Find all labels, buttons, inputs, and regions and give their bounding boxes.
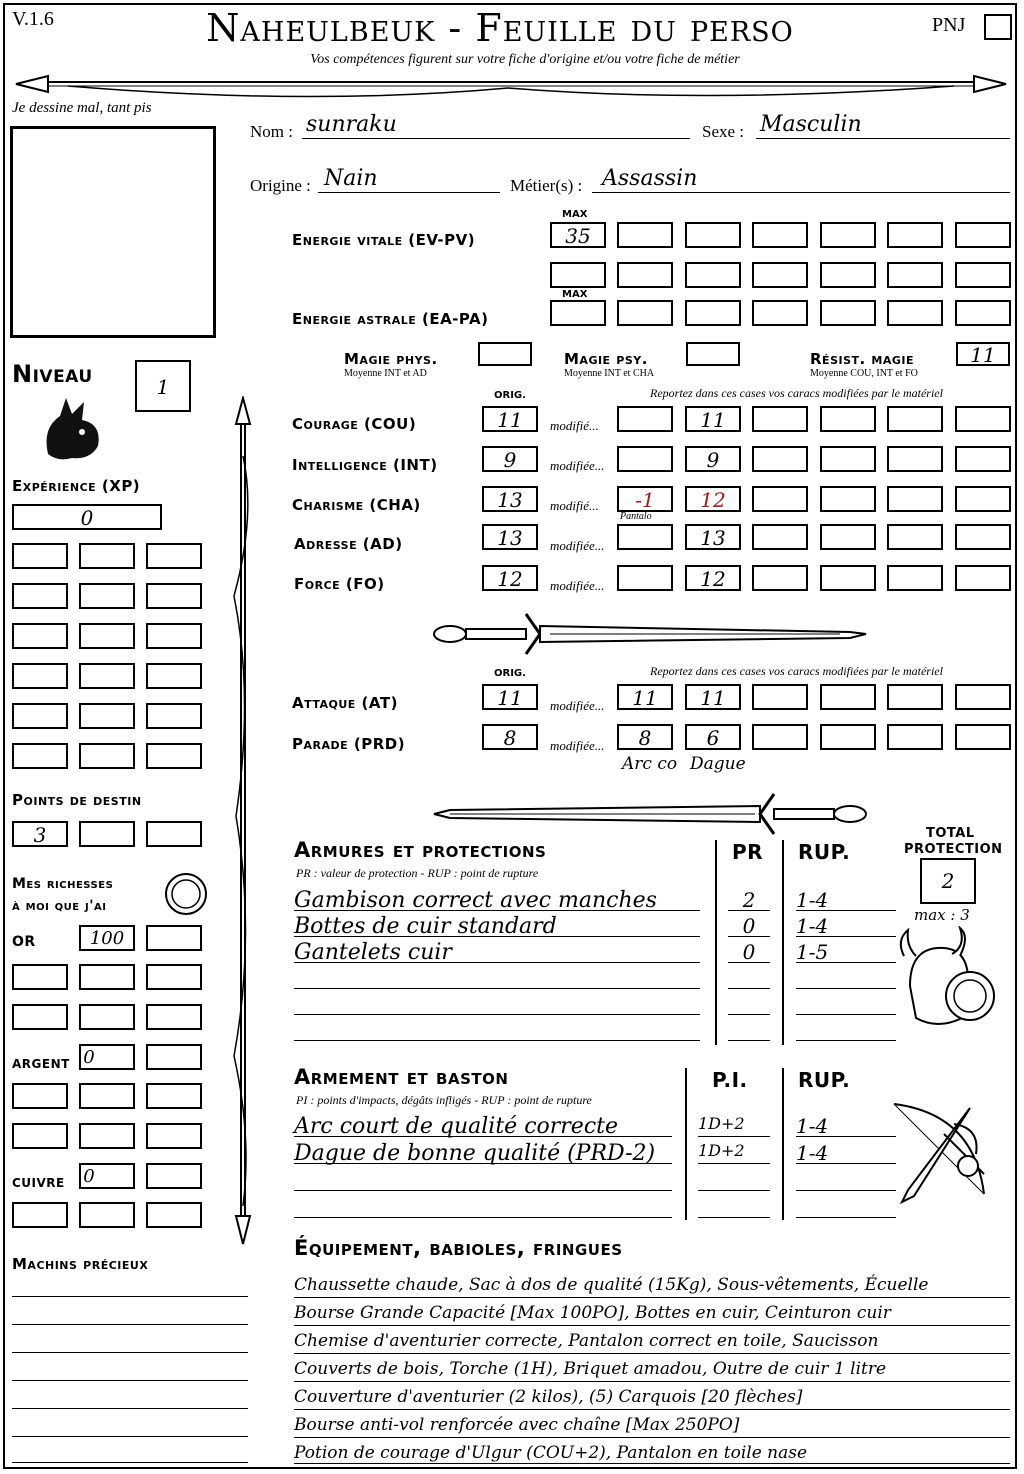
armure-rup-field[interactable] [796, 1018, 896, 1041]
cha-final-box[interactable] [685, 486, 741, 512]
xp-track-box[interactable] [12, 743, 68, 769]
armures-col-divider [715, 840, 717, 1045]
prd-mod1-value: 8 [638, 726, 652, 750]
xp-track-box[interactable] [12, 703, 68, 729]
nom-label: Nom : [250, 122, 293, 141]
destin-box[interactable] [146, 821, 202, 847]
prd-mod-box[interactable] [617, 724, 673, 750]
xp-track-box[interactable] [146, 743, 202, 769]
cuivre-box[interactable] [146, 1163, 202, 1189]
equipement-line[interactable] [294, 1359, 1010, 1382]
arme-rup: 1-4 [796, 1114, 829, 1138]
cou-modifie-label: modifié... [550, 418, 599, 433]
cha-box[interactable] [887, 486, 943, 512]
destin-box[interactable] [79, 821, 135, 847]
or-box[interactable] [12, 1004, 68, 1030]
pnj-label: PNJ [932, 14, 966, 36]
machins-line[interactable] [12, 1448, 248, 1463]
int-box[interactable] [887, 446, 943, 472]
ev-box[interactable] [887, 262, 943, 288]
ea-box[interactable] [820, 300, 876, 326]
ev-box[interactable] [617, 262, 673, 288]
arme-row[interactable] [294, 1114, 672, 1137]
fo-modifiee-label: modifiée... [550, 578, 605, 593]
xp-track-box[interactable] [12, 663, 68, 689]
xp-track-box[interactable] [79, 623, 135, 649]
portrait-caption: Je dessine mal, tant pis [12, 100, 152, 116]
fo-box[interactable] [887, 565, 943, 591]
cou-box[interactable] [820, 406, 876, 432]
argent-box[interactable] [146, 1044, 202, 1070]
ea-box[interactable] [752, 300, 808, 326]
int-box[interactable] [820, 446, 876, 472]
pr-header: PR [732, 840, 764, 864]
cou-orig-box[interactable] [482, 406, 538, 432]
ad-box[interactable] [887, 524, 943, 550]
at-box[interactable] [887, 684, 943, 710]
armure-rup-field[interactable] [796, 992, 896, 1015]
armure-rup-field[interactable] [796, 940, 896, 963]
armure-pr-field[interactable] [728, 940, 770, 963]
arme-name: Dague de bonne qualité (PRD-2) [294, 1141, 656, 1166]
combat-note-2: Dague [690, 754, 746, 774]
metier-label: Métier(s) : [510, 176, 583, 195]
total-protection-box[interactable] [920, 858, 976, 904]
ev-max-value: 35 [565, 224, 591, 248]
prd-label: Parade (PRD) [292, 735, 406, 753]
ev-box[interactable] [955, 222, 1011, 248]
cha-mod-note: Pantalo [620, 511, 652, 522]
prd-mod-box[interactable] [685, 724, 741, 750]
ev-box[interactable] [955, 262, 1011, 288]
nom-field[interactable] [302, 112, 690, 139]
arme-pi-field[interactable] [698, 1141, 770, 1164]
arme-pi-field[interactable] [698, 1114, 770, 1137]
armure-pr: 0 [742, 914, 756, 938]
ad-mod-box[interactable] [617, 524, 673, 550]
at-modifiee-label: modifiée... [550, 698, 605, 713]
equipement-text: Chaussette chaude, Sac à dos de qualité (15Kg), Sous-vêtements, Écuelle [294, 1275, 929, 1295]
stats-report-note: Reportez dans ces cases vos caracs modifiées par le matériel [650, 386, 943, 400]
destin-value: 3 [33, 823, 47, 847]
ea-label: Energie astrale (EA-PA) [292, 310, 489, 328]
armure-rup: 1-4 [796, 888, 829, 912]
prd-box[interactable] [752, 724, 808, 750]
armure-name: Gantelets cuir [294, 940, 452, 965]
cou-final-box[interactable] [685, 406, 741, 432]
arme-row[interactable] [294, 1195, 672, 1218]
ea-max-box[interactable] [550, 300, 606, 326]
armure-row[interactable] [294, 940, 700, 963]
rup-header: RUP. [798, 840, 851, 864]
equipement-text: Bourse anti-vol renforcée avec chaîne [Max 250PO] [294, 1415, 740, 1435]
equipement-title: Équipement, babioles, fringues [294, 1236, 623, 1260]
equipement-line[interactable] [294, 1387, 1010, 1410]
spear-icon [228, 396, 258, 1246]
fo-final-value: 12 [700, 567, 726, 591]
or-box[interactable] [12, 964, 68, 990]
xp-track-box[interactable] [79, 663, 135, 689]
prd-orig-value: 8 [503, 726, 517, 750]
machins-line[interactable] [12, 1308, 248, 1325]
cuivre-value: 0 [83, 1166, 95, 1187]
origine-value: Nain [324, 166, 378, 191]
armement-col-divider [782, 1068, 784, 1220]
at-mod-box[interactable] [617, 684, 673, 710]
magie-phys-label: Magie phys. [344, 350, 438, 368]
xp-label: Expérience (XP) [12, 477, 141, 495]
argent-value: 0 [83, 1047, 95, 1068]
prd-box[interactable] [955, 724, 1011, 750]
cha-label: Charisme (CHA) [292, 496, 421, 514]
ea-box[interactable] [685, 300, 741, 326]
argent-box[interactable] [79, 1123, 135, 1149]
cha-mod-box[interactable] [617, 486, 673, 512]
ev-box[interactable] [887, 222, 943, 248]
sexe-label: Sexe : [702, 122, 745, 141]
machins-line[interactable] [12, 1392, 248, 1409]
ad-box[interactable] [752, 524, 808, 550]
machins-line[interactable] [12, 1420, 248, 1437]
ad-box[interactable] [955, 524, 1011, 550]
argent-box[interactable] [146, 1123, 202, 1149]
armure-row[interactable] [294, 992, 700, 1015]
argent-box[interactable] [12, 1123, 68, 1149]
cuivre-label: CUIVRE [12, 1176, 65, 1190]
xp-track-box[interactable] [79, 543, 135, 569]
arme-rup-field[interactable] [796, 1168, 896, 1191]
int-final-box[interactable] [685, 446, 741, 472]
arme-rup-field[interactable] [796, 1114, 896, 1137]
cuivre-box[interactable] [146, 1202, 202, 1228]
machins-label: Machins précieux [12, 1255, 149, 1273]
int-mod-box[interactable] [617, 446, 673, 472]
niveau-value: 1 [156, 375, 170, 399]
machins-line[interactable] [12, 1280, 248, 1297]
fo-box[interactable] [955, 565, 1011, 591]
ev-box[interactable] [820, 222, 876, 248]
armure-row[interactable] [294, 914, 700, 937]
int-modifiee-label: modifiée... [550, 458, 605, 473]
prd-box[interactable] [887, 724, 943, 750]
equipement-line[interactable] [294, 1443, 1010, 1464]
armure-rup-field[interactable] [796, 914, 896, 937]
xp-track-box[interactable] [146, 583, 202, 609]
armure-rup: 1-5 [796, 940, 829, 964]
xp-value: 0 [80, 506, 94, 530]
arme-rup-field[interactable] [796, 1141, 896, 1164]
niveau-label: Niveau [12, 360, 93, 388]
ea-box[interactable] [887, 300, 943, 326]
cha-box[interactable] [752, 486, 808, 512]
total-label-2: PROTECTION [904, 842, 1003, 857]
armement-note: PI : points d'impacts, dégâts infligés - RUP : point de rupture [296, 1093, 592, 1107]
portrait-box[interactable] [10, 126, 216, 338]
cou-mod-box[interactable] [617, 406, 673, 432]
equipement-line[interactable] [294, 1303, 1010, 1326]
arme-pi: 1D+2 [698, 1114, 745, 1133]
arme-name: Arc court de qualité correcte [294, 1114, 618, 1139]
destin-label: Points de destin [12, 791, 142, 809]
equipement-line[interactable] [294, 1275, 1010, 1298]
armement-title: Armement et baston [294, 1065, 509, 1089]
xp-track-box[interactable] [12, 583, 68, 609]
armure-row[interactable] [294, 1018, 700, 1041]
int-box[interactable] [955, 446, 1011, 472]
resist-magie-note: Moyenne COU, INT et FO [810, 368, 918, 379]
arme-pi: 1D+2 [698, 1141, 745, 1160]
armure-pr: 0 [742, 940, 756, 964]
armures-note: PR : valeur de protection - RUP : point de rupture [296, 866, 539, 880]
combat-orig-label: ORIG. [494, 668, 526, 679]
int-final-value: 9 [706, 448, 720, 472]
equipement-line[interactable] [294, 1415, 1010, 1438]
at-label: Attaque (AT) [292, 694, 398, 712]
sword-icon [430, 788, 870, 838]
cha-modifie-label: modifié... [550, 498, 599, 513]
origine-field[interactable] [318, 166, 500, 193]
or-box[interactable] [79, 925, 135, 951]
total-protection-value: 2 [941, 869, 955, 893]
prd-box[interactable] [820, 724, 876, 750]
fo-orig-box[interactable] [482, 565, 538, 591]
xp-track-box[interactable] [79, 703, 135, 729]
armures-col-divider [782, 840, 784, 1045]
fo-box[interactable] [752, 565, 808, 591]
weapons-icon [884, 1094, 994, 1214]
ev-max-box[interactable] [550, 222, 606, 248]
origine-label: Origine : [250, 176, 311, 195]
or-box[interactable] [146, 964, 202, 990]
prd-mod2-value: 6 [706, 726, 720, 750]
magie-phys-note: Moyenne INT et AD [344, 368, 427, 379]
cuivre-box[interactable] [12, 1202, 68, 1228]
metier-value: Assassin [602, 166, 698, 191]
armure-rup-field[interactable] [796, 888, 896, 911]
ad-label: Adresse (AD) [294, 535, 403, 553]
cha-mod-value: -1 [635, 488, 655, 512]
sword-icon [430, 608, 870, 658]
cou-box[interactable] [955, 406, 1011, 432]
spear-divider-icon [8, 64, 1014, 104]
magie-phys-box[interactable] [478, 342, 532, 366]
xp-track-box[interactable] [79, 583, 135, 609]
ad-modifiee-label: modifiée... [550, 538, 605, 553]
fo-label: Force (FO) [294, 575, 385, 593]
int-box[interactable] [752, 446, 808, 472]
xp-track-box[interactable] [146, 623, 202, 649]
fo-final-box[interactable] [685, 565, 741, 591]
armure-name: Bottes de cuir standard [294, 914, 557, 939]
page-title: Naheulbeuk - Feuille du perso [206, 6, 794, 50]
machins-line[interactable] [12, 1336, 248, 1353]
ev-box[interactable] [820, 262, 876, 288]
int-label: Intelligence (INT) [292, 456, 438, 474]
arme-pi-field[interactable] [698, 1195, 770, 1218]
armure-rup-field[interactable] [796, 966, 896, 989]
ea-box[interactable] [955, 300, 1011, 326]
combat-note-1: Arc co [622, 754, 678, 774]
total-label-1: TOTAL [926, 826, 975, 841]
ev-box[interactable] [685, 262, 741, 288]
ev-label: Energie vitale (EV-PV) [292, 231, 476, 249]
coin-icon [162, 870, 210, 918]
cha-box[interactable] [820, 486, 876, 512]
xp-track-box[interactable] [12, 543, 68, 569]
fo-box[interactable] [820, 565, 876, 591]
armement-col-divider [685, 1068, 687, 1220]
at-mod-box[interactable] [685, 684, 741, 710]
arme-rup: 1-4 [796, 1141, 829, 1165]
ev-box[interactable] [685, 222, 741, 248]
cuivre-box[interactable] [79, 1202, 135, 1228]
int-orig-value: 9 [503, 448, 517, 472]
fo-orig-value: 12 [497, 567, 523, 591]
armure-pr-field[interactable] [728, 888, 770, 911]
or-box[interactable] [79, 1004, 135, 1030]
ad-final-box[interactable] [685, 524, 741, 550]
armure-rup: 1-4 [796, 914, 829, 938]
or-box[interactable] [146, 1004, 202, 1030]
metier-field[interactable] [592, 166, 1010, 193]
ev-max-label: MAX [562, 209, 588, 220]
arme-row[interactable] [294, 1168, 672, 1191]
cha-final-value: 12 [700, 488, 726, 512]
xp-track-box[interactable] [146, 663, 202, 689]
argent-box[interactable] [79, 1044, 135, 1070]
xp-track-box[interactable] [79, 743, 135, 769]
cou-final-value: 11 [700, 408, 726, 432]
prd-modifiee-label: modifiée... [550, 738, 605, 753]
at-orig-value: 11 [497, 686, 523, 710]
resist-magie-value: 11 [970, 343, 996, 367]
destin-box[interactable] [12, 821, 68, 847]
total-max-note: max : 3 [914, 906, 970, 924]
at-mod1-value: 11 [632, 686, 658, 710]
niveau-box[interactable] [135, 360, 191, 412]
at-box[interactable] [820, 684, 876, 710]
arme-rup-field[interactable] [796, 1195, 896, 1218]
version-label: V.1.6 [12, 8, 54, 30]
xp-track-box[interactable] [12, 623, 68, 649]
ad-orig-value: 13 [497, 526, 523, 550]
magie-psy-note: Moyenne INT et CHA [564, 368, 655, 379]
armures-title: Armures et protections [294, 838, 547, 862]
equipement-line[interactable] [294, 1331, 1010, 1354]
sexe-field[interactable] [756, 112, 1010, 139]
richesses-label-2: à moi que j'ai [12, 898, 107, 914]
cha-orig-box[interactable] [482, 486, 538, 512]
xp-track-box[interactable] [146, 703, 202, 729]
combat-report-note: Reportez dans ces cases vos caracs modifiées par le matériel [650, 664, 943, 678]
rup-header-arm: RUP. [798, 1068, 851, 1092]
sexe-value: Masculin [760, 112, 862, 137]
equipement-text: Couverture d'aventurier (2 kilos), (5) Carquois [20 flèches] [294, 1387, 803, 1407]
ev-box[interactable] [550, 262, 606, 288]
nom-value: sunraku [306, 112, 397, 137]
ad-box[interactable] [820, 524, 876, 550]
at-orig-box[interactable] [482, 684, 538, 710]
prd-orig-box[interactable] [482, 724, 538, 750]
cou-label: Courage (COU) [292, 415, 417, 433]
ev-box[interactable] [752, 222, 808, 248]
xp-box[interactable] [12, 504, 162, 530]
fo-mod-box[interactable] [617, 565, 673, 591]
or-value: 100 [89, 928, 125, 949]
resist-magie-box[interactable] [956, 342, 1010, 366]
cou-box[interactable] [887, 406, 943, 432]
armure-pr: 2 [742, 888, 756, 912]
at-box[interactable] [955, 684, 1011, 710]
equipement-text: Bourse Grande Capacité [Max 100PO], Bottes en cuir, Ceinturon cuir [294, 1303, 891, 1323]
argent-box[interactable] [12, 1083, 68, 1109]
machins-line[interactable] [12, 1364, 248, 1381]
cou-orig-value: 11 [497, 408, 523, 432]
cha-box[interactable] [955, 486, 1011, 512]
armure-pr-field[interactable] [728, 992, 770, 1015]
xp-track-box[interactable] [146, 543, 202, 569]
cou-box[interactable] [752, 406, 808, 432]
armure-row[interactable] [294, 966, 700, 989]
ev-box[interactable] [617, 222, 673, 248]
argent-box[interactable] [146, 1083, 202, 1109]
pi-header: P.I. [712, 1068, 748, 1092]
argent-label: ARGENT [12, 1057, 70, 1071]
ea-max-label: MAX [562, 289, 588, 300]
arme-row[interactable] [294, 1141, 672, 1164]
arme-pi-field[interactable] [698, 1168, 770, 1191]
ad-final-value: 13 [700, 526, 726, 550]
helmet-shield-icon [890, 926, 1000, 1036]
armure-pr-field[interactable] [728, 914, 770, 937]
pnj-checkbox[interactable] [984, 14, 1012, 40]
richesses-label-1: Mes richesses [12, 876, 114, 892]
ev-box[interactable] [752, 262, 808, 288]
cha-orig-value: 13 [497, 488, 523, 512]
armure-name: Gambison correct avec manches [294, 888, 657, 913]
armure-pr-field[interactable] [728, 966, 770, 989]
magie-psy-box[interactable] [686, 342, 740, 366]
magie-psy-label: Magie psy. [564, 350, 648, 368]
or-box[interactable] [146, 925, 202, 951]
at-mod2-value: 11 [700, 686, 726, 710]
dragon-icon [38, 394, 106, 464]
or-box[interactable] [79, 964, 135, 990]
at-box[interactable] [752, 684, 808, 710]
or-label: OR [12, 934, 36, 950]
resist-magie-label: Résist. magie [810, 350, 915, 368]
armure-pr-field[interactable] [728, 1018, 770, 1041]
cuivre-box[interactable] [79, 1163, 135, 1189]
ea-box[interactable] [617, 300, 673, 326]
page-subtitle: Vos compétences figurent sur votre fiche d'origine et/ou votre fiche de métier [310, 52, 740, 67]
ad-orig-box[interactable] [482, 524, 538, 550]
armure-row[interactable] [294, 888, 700, 911]
equipement-text: Couverts de bois, Torche (1H), Briquet amadou, Outre de cuir 1 litre [294, 1359, 887, 1379]
equipement-text: Chemise d'aventurier correcte, Pantalon correct en toile, Saucisson [294, 1331, 879, 1351]
int-orig-box[interactable] [482, 446, 538, 472]
argent-box[interactable] [79, 1083, 135, 1109]
equipement-text: Potion de courage d'Ulgur (COU+2), Pantalon en toile nase [294, 1443, 808, 1463]
stats-orig-label: ORIG. [494, 390, 526, 401]
